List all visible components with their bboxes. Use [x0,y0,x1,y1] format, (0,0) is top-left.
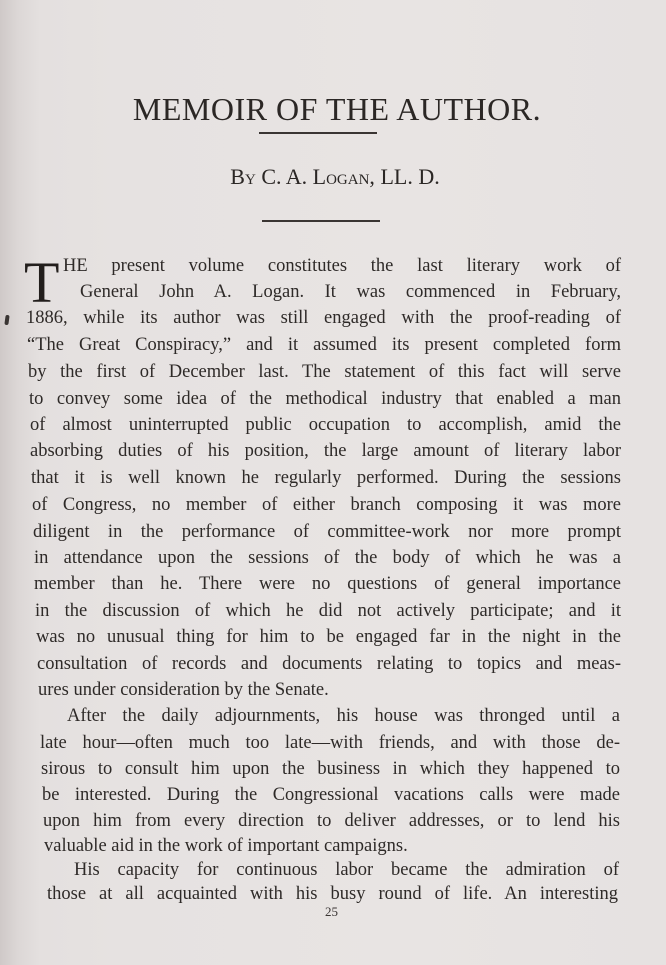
byline-prefix: By [230,164,256,189]
text-line: General John A. Logan. It was commenced in February, [80,282,621,302]
text-line: those at all acquainted with his busy round of life. An interesting [47,884,618,904]
text-line: be interested. During the Congressional vacations calls were made [42,785,620,805]
text-line: upon him from every direction to deliver addresses, or to lend his [43,811,620,831]
byline-degree: LL. D. [380,164,440,189]
byline [0,164,666,190]
text-line: “The Great Conspiracy,” and it assumed its present completed form [27,335,621,355]
text-line: was no unusual thing for him to be engaged far in the night in the [36,627,621,647]
text-line: absorbing duties of his position, the large amount of literary labor [30,441,621,461]
title-divider [259,132,377,134]
text-line: member than he. There were no questions of general importance [34,574,621,594]
text-line: by the first of December last. The statement of this fact will serve [28,362,621,382]
text-line: valuable aid in the work of important campaigns. [44,836,408,856]
text-line: of almost uninterrupted public occupation to accomplish, amid the [30,415,621,435]
byline-author: C. A. Logan, [261,164,375,189]
text-line: HE present volume constitutes the last literary work of [63,256,621,276]
text-line: sirous to consult him upon the business in which they happened to [41,759,620,779]
text-line: consultation of records and documents relating to topics and meas- [37,654,621,674]
text-line: that it is well known he regularly performed. During the sessions [31,468,621,488]
page-title: MEMOIR OF THE AUTHOR. [132,91,542,128]
text-line: diligent in the performance of committee-work nor more prompt [33,522,621,542]
text-line: to convey some idea of the methodical industry that enabled a man [29,389,621,409]
text-line: His capacity for continuous labor became the admiration of [74,860,619,880]
text-line: of Congress, no member of either branch composing it was more [32,495,621,515]
text-line: in attendance upon the sessions of the body of which he was a [34,548,621,568]
page-number: 25 [325,904,338,919]
text-line: ures under consideration by the Senate. [38,680,329,700]
text-line: 1886, while its author was still engaged with the proof-reading of [26,308,621,328]
text-line: in the discussion of which he did not actively participate; and it [35,601,621,621]
text-line: late hour—often much too late—with friends, and with those de- [40,733,620,753]
drop-cap: T [24,250,60,315]
margin-mark [4,315,9,325]
byline-divider [262,220,380,222]
text-line: After the daily adjournments, his house was thronged until a [67,706,620,726]
